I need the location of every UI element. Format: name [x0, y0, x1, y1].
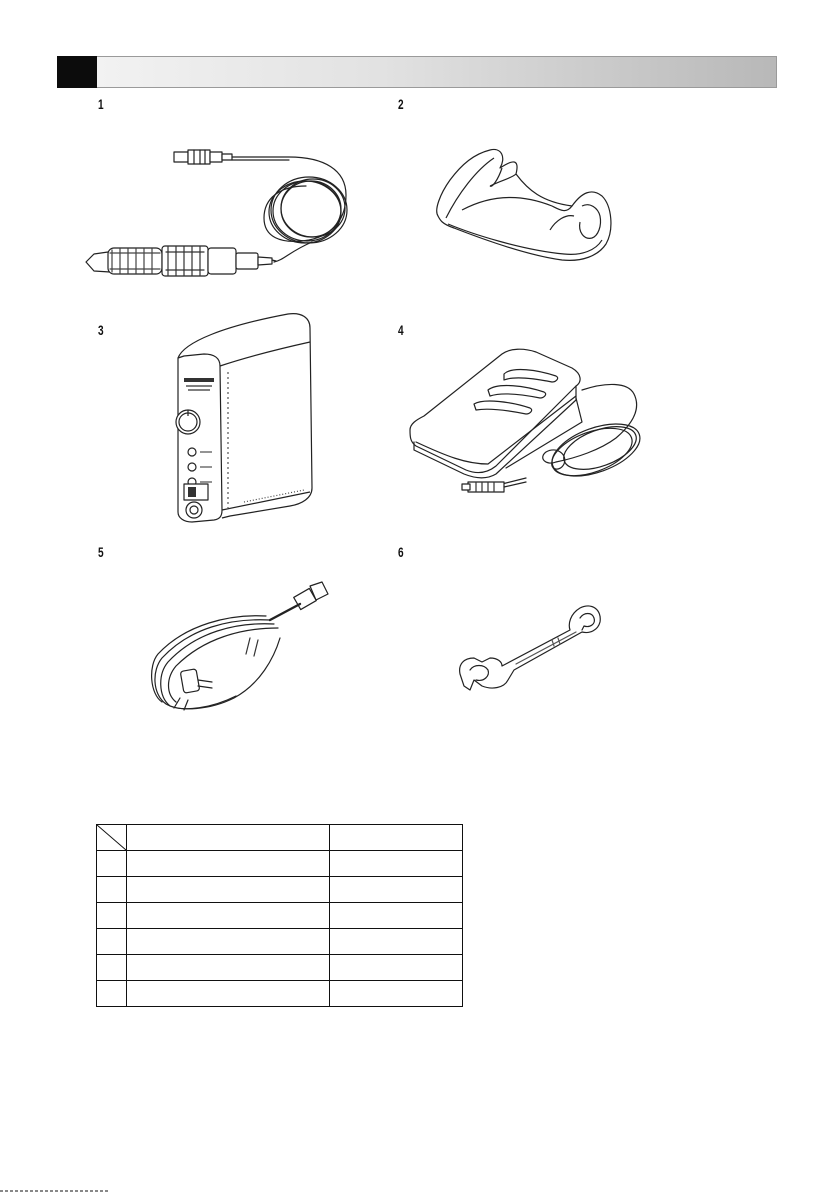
row-name-cell — [127, 903, 330, 929]
section-header-marker — [57, 56, 97, 88]
table-row — [97, 851, 463, 877]
row-no-cell — [97, 955, 127, 981]
header-no-cell — [97, 825, 127, 851]
row-qty-cell — [330, 981, 463, 1007]
header-name-cell — [127, 825, 330, 851]
item-number-3: 3 — [98, 322, 104, 338]
table-row — [97, 903, 463, 929]
row-no-cell — [97, 903, 127, 929]
spanner-icon — [456, 600, 602, 690]
diagonal-divider-icon — [97, 825, 126, 850]
row-name-cell — [127, 877, 330, 903]
row-name-cell — [127, 955, 330, 981]
row-no-cell — [97, 851, 127, 877]
row-name-cell — [127, 851, 330, 877]
item-number-6: 6 — [398, 544, 404, 560]
row-name-cell — [127, 981, 330, 1007]
row-qty-cell — [330, 903, 463, 929]
row-no-cell — [97, 981, 127, 1007]
row-qty-cell — [330, 877, 463, 903]
handpiece-stand-icon — [432, 144, 616, 274]
row-qty-cell — [330, 955, 463, 981]
table-header-row — [97, 825, 463, 851]
parts-table — [96, 824, 463, 1007]
foot-pedal-icon — [406, 346, 644, 498]
section-header-bar — [57, 56, 777, 88]
table-row — [97, 955, 463, 981]
row-name-cell — [127, 929, 330, 955]
row-no-cell — [97, 929, 127, 955]
item-number-4: 4 — [398, 322, 404, 338]
row-qty-cell — [330, 851, 463, 877]
table-row — [97, 877, 463, 903]
item-number-2: 2 — [398, 96, 404, 112]
header-qty-cell — [330, 825, 463, 851]
handpiece-with-cord-icon — [84, 140, 364, 275]
table-row — [97, 981, 463, 1007]
item-number-5: 5 — [98, 544, 104, 560]
item-number-1: 1 — [98, 96, 104, 112]
row-qty-cell — [330, 929, 463, 955]
table-row — [97, 929, 463, 955]
power-cord-icon — [150, 578, 330, 716]
row-no-cell — [97, 877, 127, 903]
control-unit-icon — [164, 312, 340, 522]
